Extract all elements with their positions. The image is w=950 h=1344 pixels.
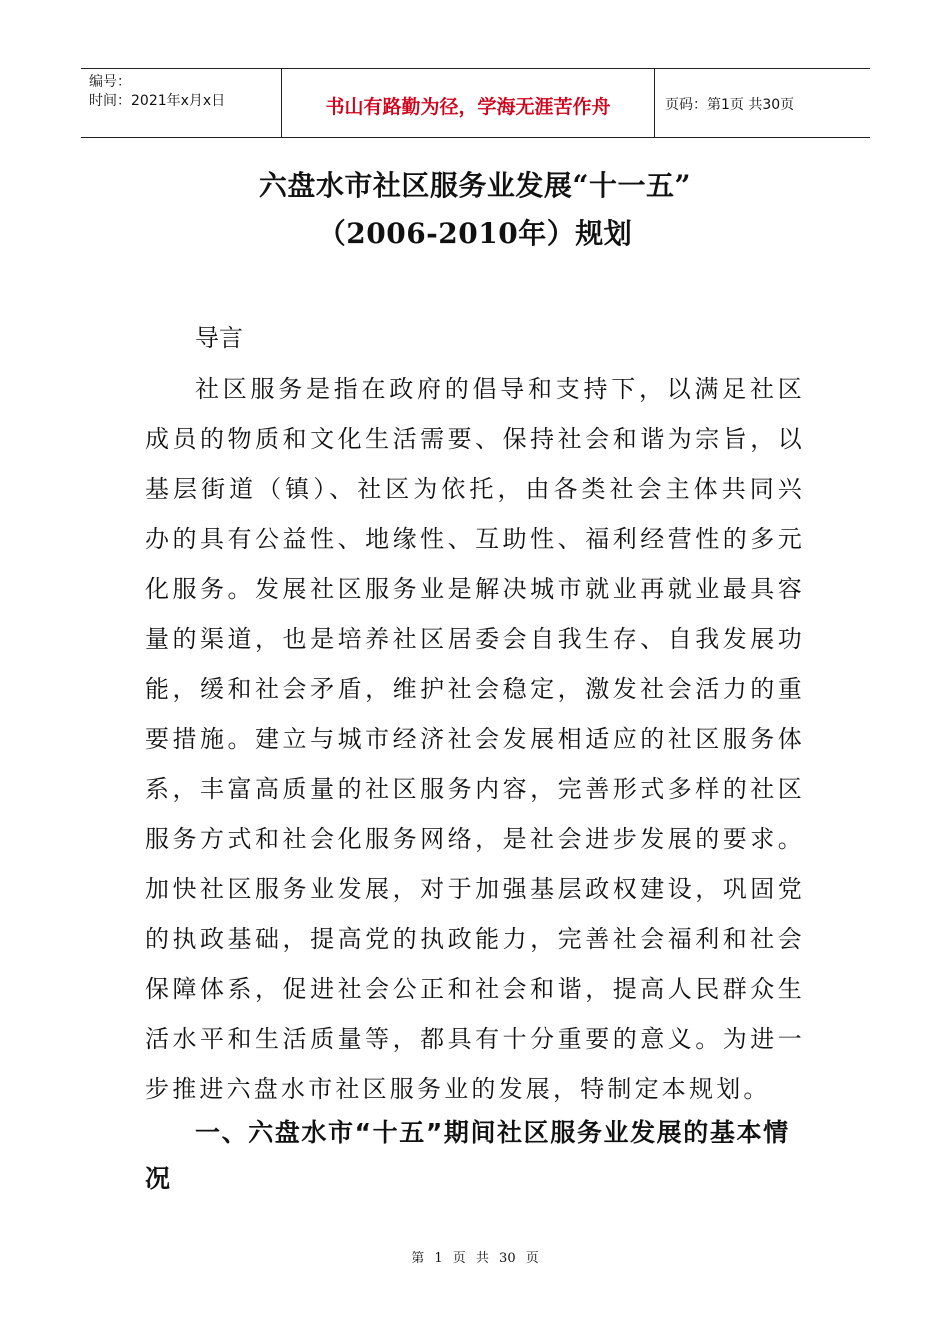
page-footer: 第 1 页 共 30 页 [411, 1251, 539, 1266]
document-title-line2: （2006-2010年）规划 [317, 217, 633, 250]
header-motto: 书山有路勤为径，学海无涯苦作舟 [281, 69, 655, 137]
document-title-line1: 六盘水市社区服务业发展“十一五” [258, 169, 692, 202]
time-label: 时间：2021年x月x日 [89, 93, 226, 109]
header-meta [81, 69, 281, 137]
section-heading-intro: 导言 [195, 324, 243, 352]
number-label: 编号： [89, 74, 131, 90]
header-page-info: 页码：第1页 共30页 [665, 97, 795, 113]
heading-section-1: 一、六盘水市“十五”期间社区服务业发展的基本情况 [145, 1118, 790, 1193]
intro-paragraph: 社区服务是指在政府的倡导和支持下，以满足社区成员的物质和文化生活需要、保持社会和谐为宗旨，以基层街道（镇）、社区为依托，由各类社会主体共同兴办的具有公益性、地缘性、互助性、福利经营性的多元化服务。发展社区服务业是解决城市就业再就业最具容量的渠道，也是培养社区居委会自我生存、自我发展功能，缓和社会矛盾，维护社会稳定，激发社会活力的重要措施。建立与城市经济社会发展相适应的社区服务体系，丰富高质量的社区服务内容，完善形式多样的社区服务方式和社会化服务网络，是社会进步发展的要求。加快社区服务业发展，对于加强基层政权建设，巩固党的执政基础，提高党的执政能力，完善社会福利和社会保障体系，促进社会公正和社会和谐，提高人民群众生活水平和生活质量等，都具有十分重要的意义。为进一步推进六盘水市社区服务业的发展，特制定本规划。 [145, 375, 805, 1103]
document-header [81, 68, 870, 138]
